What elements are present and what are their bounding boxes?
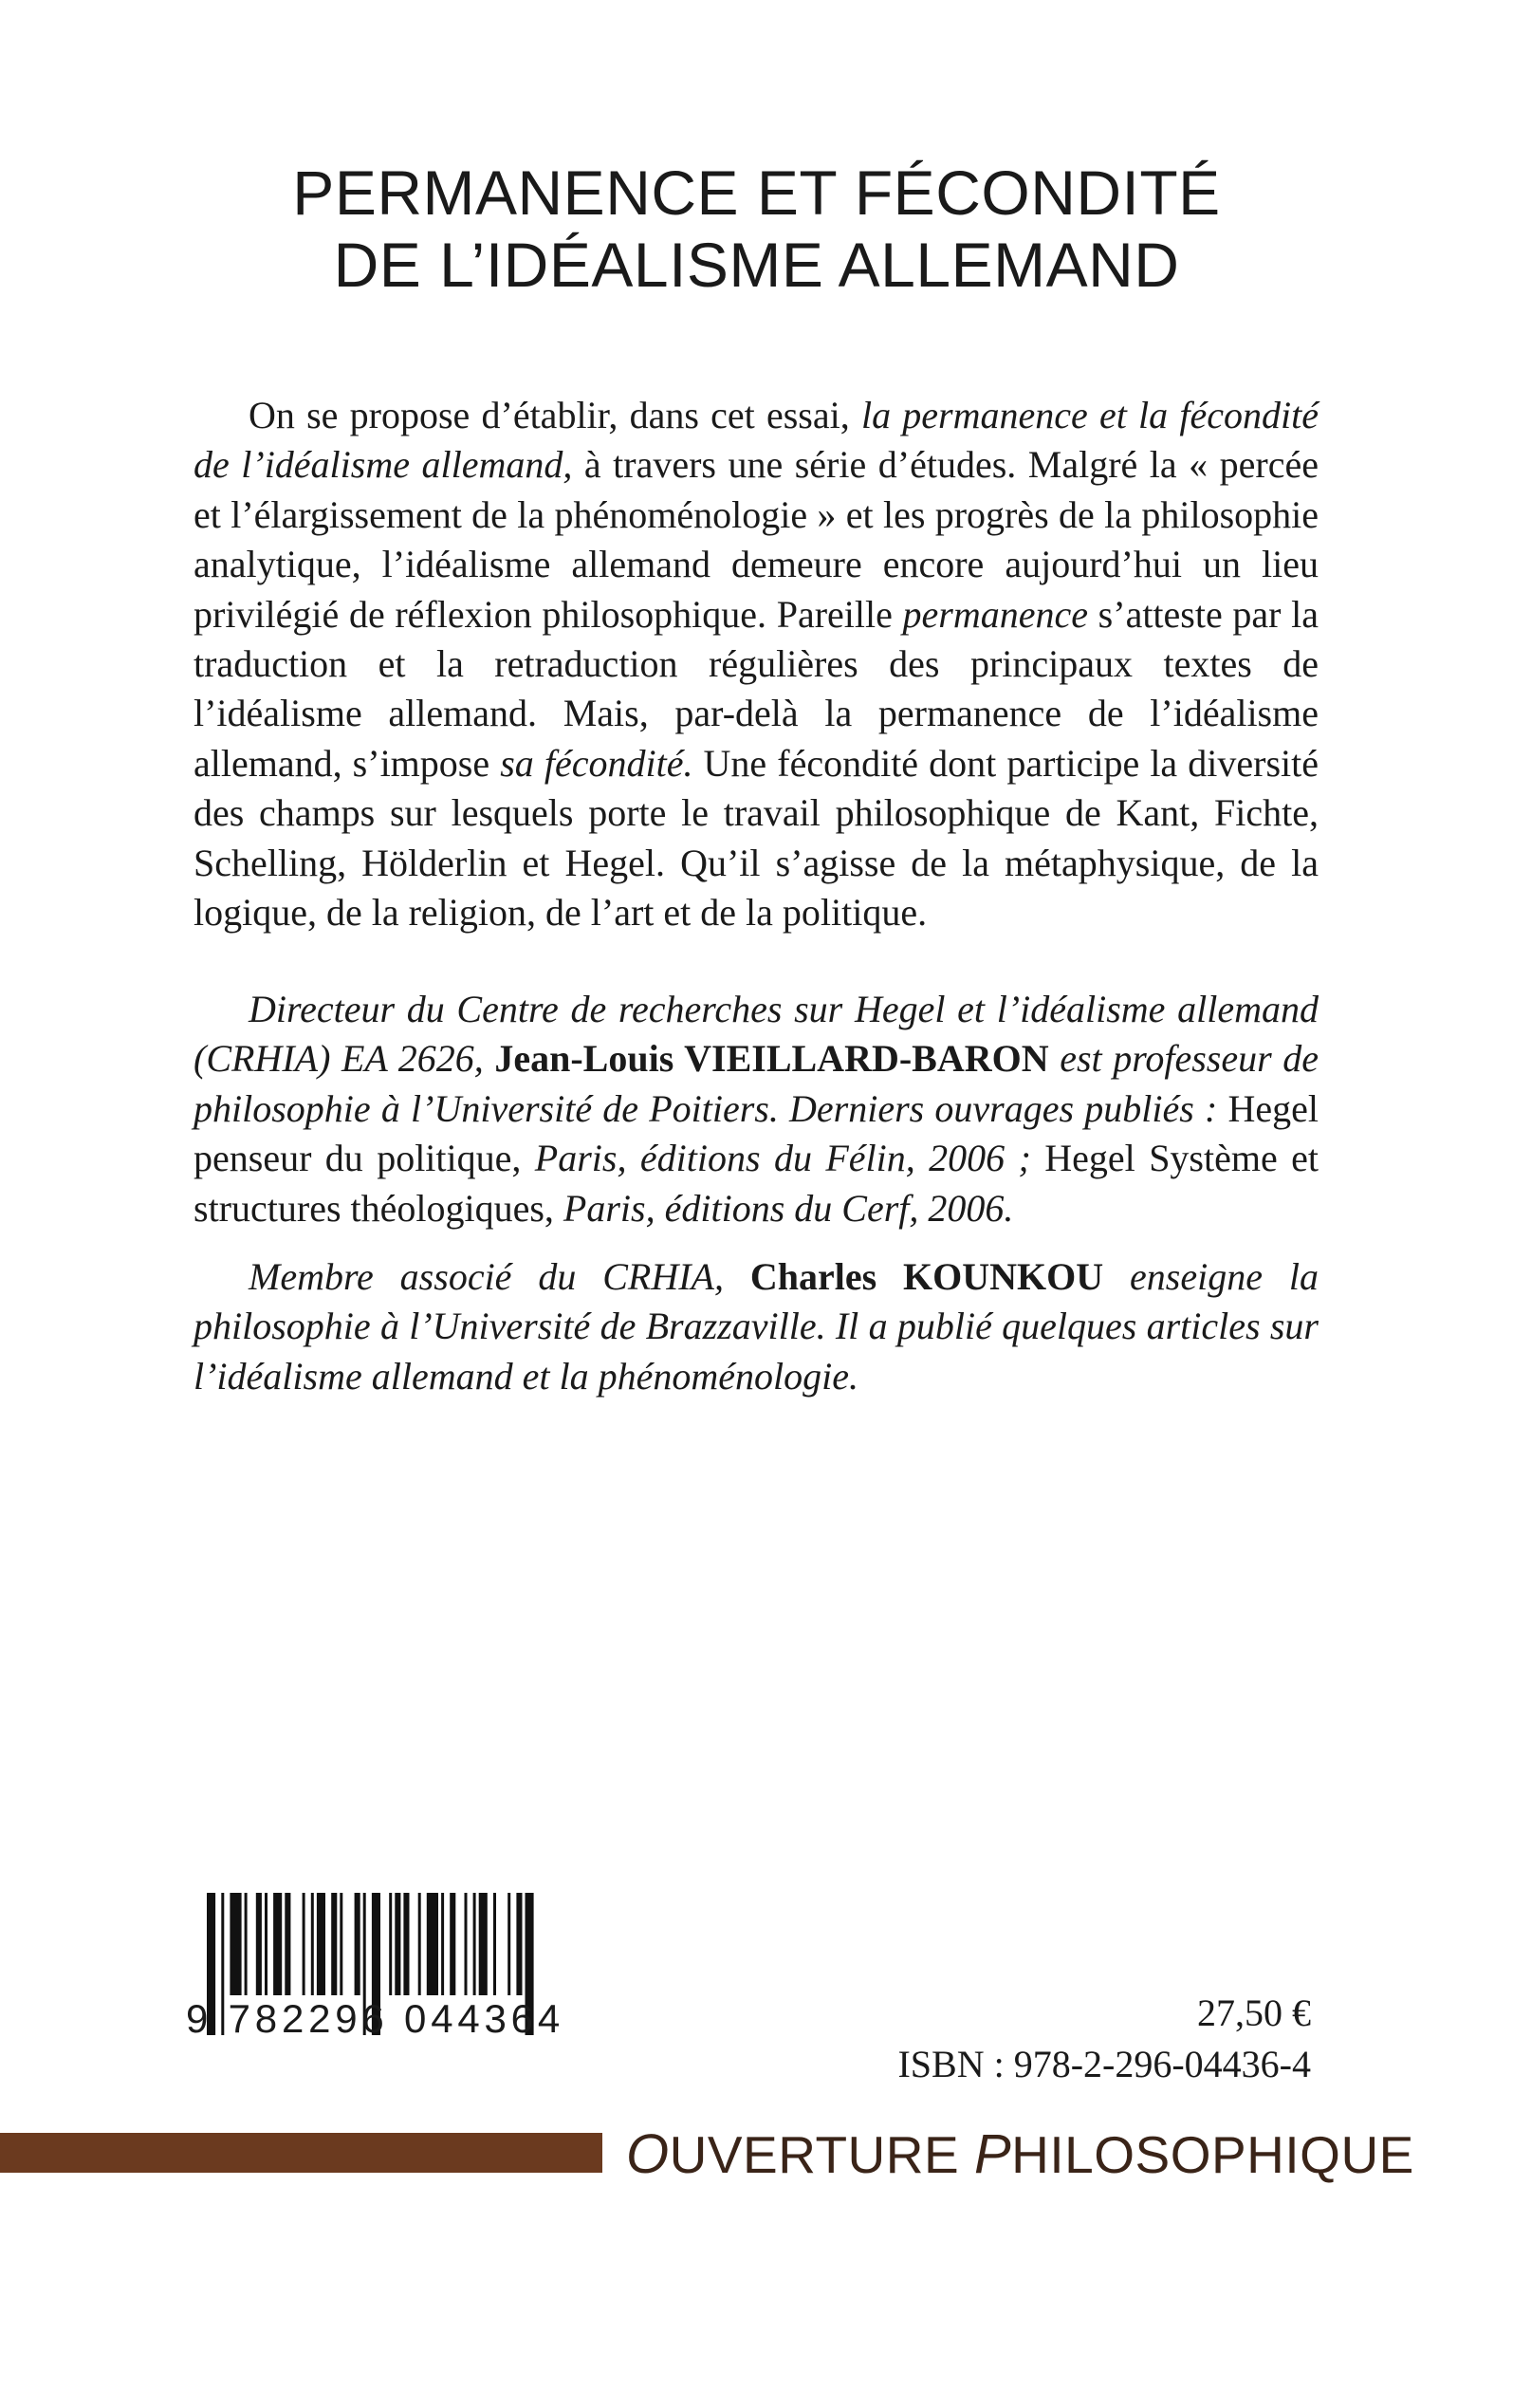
barcode-bar — [355, 1893, 360, 1995]
barcode-digits: 9 782296 044364 — [186, 1996, 564, 2041]
bio1-author-name: Jean-Louis VIEILLARD-BARON — [494, 1037, 1049, 1081]
book-title — [0, 157, 1513, 301]
summary-text-3: s’atteste par la traduction et la retraduction régulières des principaux textes de l’idéalisme allemand. Mais, par-delà la permanence de l’idéalisme allemand, s’impose — [194, 592, 1319, 785]
bio1-text-4: Paris, éditions du Cerf, 2006. — [553, 1186, 1014, 1230]
title-line-1: PERMANENCE ET FÉCONDITÉ — [292, 157, 1221, 228]
barcode-bar — [427, 1893, 438, 1995]
barcode — [180, 1893, 598, 2083]
barcode-bar — [317, 1893, 325, 1995]
barcode-bar — [340, 1893, 342, 1995]
barcode-bar — [245, 1893, 248, 1995]
title-line-2: DE L’IDÉALISME ALLEMAND — [333, 230, 1180, 300]
series-p-cap: P — [973, 2123, 1012, 2185]
barcode-bar — [507, 1893, 510, 1995]
bio1-book-1: Hegel penseur du politique, — [194, 1086, 1319, 1180]
summary-italic-2: permanence — [902, 592, 1089, 636]
barcode-bar — [479, 1893, 488, 1995]
barcode-bar — [403, 1893, 409, 1995]
summary-paragraph — [194, 391, 1319, 937]
barcode-bar — [516, 1893, 522, 1995]
barcode-bar — [441, 1893, 444, 1995]
series-o-rest: UVERTURE — [669, 2125, 974, 2184]
barcode-bar — [273, 1893, 282, 1995]
bio1-text-2: est professeur de philosophie à l’Université de Poitiers. Derniers ouvrages publiés : — [194, 1037, 1319, 1130]
barcode-bar — [311, 1893, 314, 1995]
barcode-bar — [389, 1893, 392, 1995]
barcode-bar — [465, 1893, 468, 1995]
barcode-bar — [395, 1893, 400, 1995]
summary-text-1: On se propose d’établir, dans cet essai, — [249, 394, 861, 436]
bio1-book-2: Hegel Système et structures théologiques, — [194, 1137, 1319, 1230]
summary-text-2: à travers une série d’études. Malgré la « percée et l’élargissement de la phénoménologie » et les progrès de la philosophie analytique, l’idéalisme allemand demeure encore aujourd’hui un lieu privilégié de réflexion philosophique. Pareille — [194, 443, 1319, 636]
series-color-bar — [0, 2133, 602, 2173]
bio1-text-3: Paris, éditions du Félin, 2006 ; — [521, 1137, 1045, 1180]
barcode-bar — [418, 1893, 421, 1995]
barcode-bars — [180, 1893, 598, 2083]
barcode-bar — [473, 1893, 476, 1995]
author-bio-2 — [194, 1252, 1319, 1401]
isbn: ISBN : 978-2-296-04436-4 — [897, 2043, 1311, 2085]
barcode-bar — [450, 1893, 455, 1995]
summary-italic-1: la permanence et la fécondité de l’idéalisme allemand, — [194, 394, 1319, 487]
barcode-bar — [265, 1893, 268, 1995]
series-name — [626, 2123, 1414, 2185]
author-bio-1 — [194, 985, 1319, 1233]
bio2-author-name: Charles KOUNKOU — [749, 1255, 1104, 1298]
barcode-bar — [331, 1893, 337, 1995]
barcode-bar — [256, 1893, 262, 1995]
barcode-bar — [303, 1893, 305, 1995]
summary-italic-3: sa fécondité. — [500, 741, 693, 785]
barcode-bar — [230, 1893, 241, 1995]
series-o-cap: O — [626, 2123, 670, 2185]
bio1-text-1: Directeur du Centre de recherches sur Hegel et l’idéalisme allemand (CRHIA) EA 2626, — [194, 988, 1319, 1081]
bio2-text-1: Membre associé du CRHIA, — [249, 1255, 750, 1298]
barcode-bar — [285, 1893, 290, 1995]
price: 27,50 € — [1197, 1991, 1311, 2034]
summary-text-4: Une fécondité dont participe la diversité des champs sur lesquels porte le travail philosophique de Kant, Fichte, Schelling, Hölderlin et Hegel. Qu’il s’agisse de la métaphysique, de la logique, de la religion, de l’art et de la politique. — [194, 741, 1319, 935]
barcode-bar — [493, 1893, 496, 1995]
series-p-rest: HILOSOPHIQUE — [1011, 2125, 1414, 2184]
bio2-text-2: enseigne la philosophie à l’Université de Brazzaville. Il a publié quelques articles sur l’idéalisme allemand et la phénoménologie. — [194, 1255, 1319, 1398]
